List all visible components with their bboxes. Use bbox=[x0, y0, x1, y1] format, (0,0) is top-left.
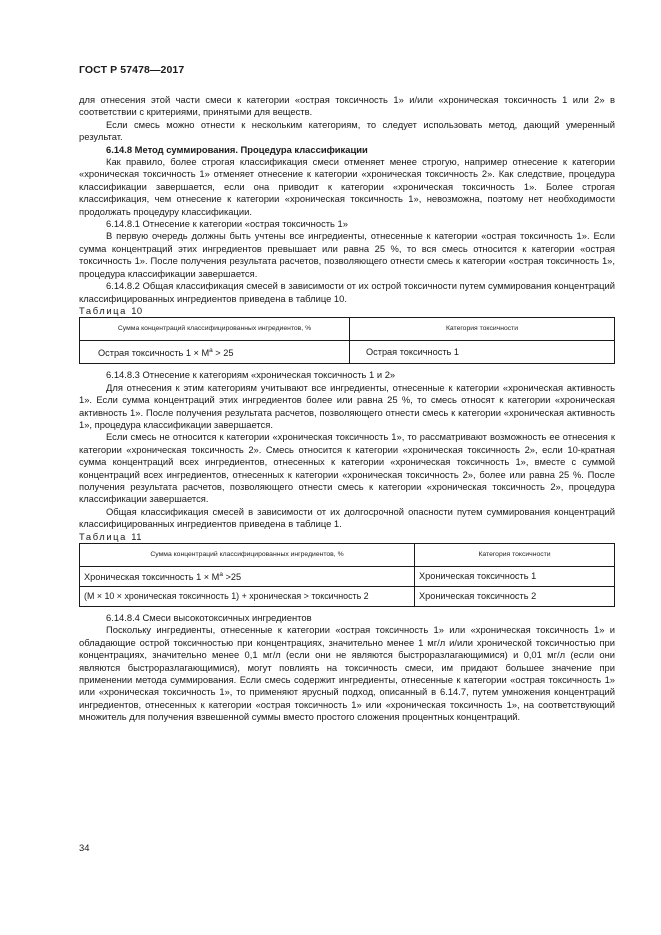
paragraph: Поскольку ингредиенты, отнесенные к категории «острая токсичность 1» или «хроническая токсичность 1» и обладающие острой токсичностью при концентрациях, значительно менее 1 мг/л и/или хронической токсичностью при концентрациях, значительно менее 0,1 мг/л (если они не являются быстроразлагающимися) и 0,01 мг/л (если они являются быстроразлагающимися), могут повлиять на токсичность смеси, им придают большее значение при применении метода суммирования. Если смесь содержит ингредиенты, отнесенные к категории «острая токсичность 1» или «хроническая токсичность 1», то применяют ярусный подход, описанный в 6.14.7, путем умножения концентраций ингредиентов, отнесенных к категории «острая токсичность 1» или «хроническая токсичность 1», на соответствующий множитель для получения взвешенной суммы вместо простого сложения процентных концентраций. bbox=[79, 624, 615, 723]
table-header-cell: Сумма концентраций классифицированных ингредиентов, % bbox=[80, 318, 350, 341]
table-row bbox=[80, 567, 615, 587]
paragraph: Общая классификация смесей в зависимости от их долгосрочной опасности путем суммирования концентраций классифицированных ингредиентов приведена в таблице 1. bbox=[79, 505, 615, 530]
table-header-cell: Категория токсичности bbox=[415, 544, 615, 567]
table-row bbox=[80, 341, 615, 364]
table-cell: Хроническая токсичность 1 bbox=[415, 567, 615, 587]
table-cell: Хроническая токсичность $1 \times M^a >25$ bbox=[80, 567, 415, 587]
table-cell: (M × 10 × хроническая токсичность 1) + хроническая > токсичность 2 bbox=[80, 587, 415, 607]
table-header-cell: Сумма концентраций классифицированных ингредиентов, % bbox=[80, 544, 415, 567]
paragraph: 6.14.8.2 Общая классификация смесей в зависимости от их острой токсичности путем суммирования концентраций классифицированных ингредиентов приведена в таблице 10. bbox=[79, 280, 615, 304]
table-header-cell: Категория токсичности bbox=[350, 318, 615, 341]
table-10-caption: Таблица 10 bbox=[79, 304, 143, 316]
table-row bbox=[80, 587, 615, 607]
table-11-caption: Таблица 11 bbox=[79, 530, 142, 542]
subsection-heading: 6.14.8.3 Отнесение к категориям «хроническая токсичность 1 и 2» bbox=[106, 369, 396, 381]
subsection-heading: 6.14.8.4 Смеси высокотоксичных ингредиентов bbox=[106, 612, 312, 623]
paragraph: для отнесения этой части смеси к категории «острая токсичность 1» и/или «хроническая токсичность 1 или 2» в соответствии с критериями, принятыми для веществ. bbox=[79, 94, 615, 118]
paragraph: Как правило, более строгая классификация смеси отменяет менее строгую, например отнесение к категории «хроническая токсичность 1» отменяет отнесение к категории «хроническая токсичность 2». Как следствие, процедура классификации завершается, если она приводит к категории «хроническая токсичность 1». Более строгая классификация, чем отнесение к категории «хроническая токсичность 1», невозможна, поэтому нет необходимости продолжать процедуру классификации. bbox=[79, 156, 615, 217]
paragraph: Для отнесения к этим категориям учитывают все ингредиенты, отнесенные к категории «хроническая активность 1». Если сумма концентраций этих ингредиентов более или равна 25 %, то смесь относят к категории «хроническая активность 1». После получения результата расчетов, позволяющего отнести смесь к категории «хроническая активность 1», процедура классификации завершается. bbox=[79, 381, 615, 430]
table-cell: Острая токсичность 1 bbox=[350, 341, 615, 364]
subsection-heading: 6.14.8.1 Отнесение к категории «острая токсичность 1» bbox=[106, 218, 348, 230]
table-header-row bbox=[80, 318, 615, 341]
table-cell: Хроническая токсичность 2 bbox=[415, 587, 615, 607]
table-header-row bbox=[80, 544, 615, 567]
paragraph: Если смесь не относится к категории «хроническая токсичность 1», то рассматривают возможность ее отнесения к категории «хроническая токсичность 2». Смесь относится к категории «хроническая токсичность 2», если 10-кратная сумма концентраций всех ингредиентов, отнесенных к категории «хроническая токсичность 1», вместе с суммой концентраций всех ингредиентов, отнесенных к категории «хроническая токсичность 2», более или равна 25 %. После получения результата расчетов, позволяющего отнести смесь к категории «хроническая токсичность 2», процедура классификации завершается. bbox=[79, 431, 615, 505]
standard-header: ГОСТ Р 57478—2017 bbox=[79, 64, 185, 76]
table-cell: Острая токсичность $1 \times M^a > 25$ bbox=[80, 341, 350, 364]
table-10 bbox=[79, 317, 615, 364]
section-heading: 6.14.8 Метод суммирования. Процедура классификации bbox=[106, 143, 368, 155]
page-number: 34 bbox=[79, 842, 90, 853]
table-11 bbox=[79, 543, 615, 607]
document-body bbox=[79, 94, 615, 724]
paragraph: Если смесь можно отнести к нескольким категориям, то следует использовать метод, дающий умеренный результат. bbox=[79, 118, 615, 143]
paragraph: В первую очередь должны быть учтены все ингредиенты, отнесенные к категории «острая токсичность 1». Если сумма концентраций этих ингредиентов превышает или равна 25 %, то вся смесь относится к категории «острая токсичность 1». После получения результата расчетов, позволяющего отнести смесь к категории «острая токсичность 1», процедура классификации завершается. bbox=[79, 230, 615, 279]
